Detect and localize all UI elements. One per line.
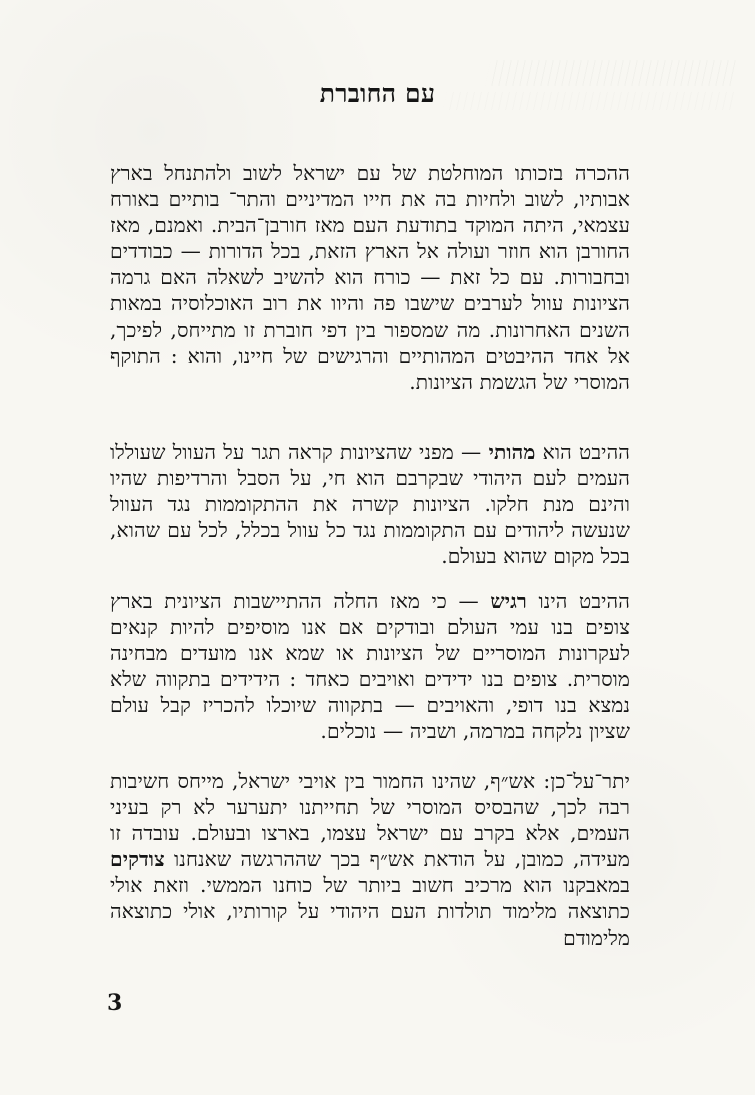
paragraph-4-text	[110, 768, 630, 951]
paragraph-3-suffix: — כי מאז החלה ההתיישבות הציונית בארץ צופים בנו עמי העולם ובודקים אם אנו מוסיפים להיות קנאים לעקרונות המוסריים של הציונות או שמא אנו מועדים מבחינה מוסרית. צופים בנו ידידים ואויבים כאחד : הידידים בתקווה שלא נמצא בנו דופי, והאויבים — בתקווה שיוכלו להכריז קבל עולם שציון נלקחה במרמה, ושביה — נוכלים.	[110, 589, 630, 744]
paragraph-4-emphasis: צודקים	[110, 847, 165, 872]
page-number: 3	[107, 990, 123, 1016]
paragraph-2-emphasis: מהותי	[488, 440, 536, 464]
page-title: עם החוברת	[319, 79, 436, 108]
paragraph-4-prefix: יתר־על־כן: אש״ף, שהינו החמור בין אויבי ישראל, מייחס חשיבות רבה לכך, שהבסיס המוסרי של תחייתנו יתערער לא רק בעיני העמים, אלא בקרב עם ישראל עצמו, בארצו ובעולם. עובדה זו מעידה, כמובן, על הודאת אש״ף בכך שההרגשה שאנחנו	[110, 769, 630, 872]
paragraph-3-emphasis: רגיש	[490, 589, 527, 613]
paragraph-2-prefix: ההיבט הוא	[535, 440, 630, 464]
paragraph-3	[110, 588, 630, 745]
paragraph-1	[110, 160, 630, 395]
paragraph-2-suffix: — מפני שהציונות קראה תגר על העוול שעוללו העמים לעם היהודי שבקרבם הוא חי, על הסבל והרדיפות שהיו והינם מנת חלקו. הציונות קשרה את ההתקוממות נגד העוול שנעשה ליהודים עם התקוממות נגד כל עוול בכלל, לכל עם שהוא, בכל מקום שהוא בעולם.	[110, 440, 630, 569]
paragraph-4	[110, 768, 630, 951]
paragraph-3-text	[110, 588, 630, 745]
paragraph-4-suffix: במאבקנו הוא מרכיב חשוב ביותר של כוחנו הממשי. וזאת אולי כתוצאה מלימוד תולדות העם היהודי על קורותיו, אולי כתוצאה מלימודם	[110, 873, 630, 950]
paragraph-1-text: ההכרה בזכותו המוחלטת של עם ישראל לשוב ולהתנחל בארץ אבותיו, לשוב ולחיות בה את חייו המדיניים והתר־ בותיים באורח עצמאי, היתה המוקד בתודעת העם מאז חורבן־הבית. ואמנם, מאז החורבן הוא חוזר ועולה אל הארץ הזאת, בכל הדורות — כבודדים ובחבורות. עם כל זאת — כורח הוא להשיב לשאלה האם גרמה הציונות עוול לערבים שישבו פה והיוו את רוב האוכלוסיה במאות השנים האחרונות. מה שמספור בין דפי חוברת זו מתייחס, לפיכך, אל אחד ההיבטים המהותיים והרגישים של חיינו, והוא : התוקף המוסרי של הגשמת הציונות.	[110, 161, 630, 394]
paragraph-3-prefix: ההיבט הינו	[526, 589, 630, 613]
paragraph-2	[110, 439, 630, 569]
paragraph-2-text	[110, 439, 630, 569]
